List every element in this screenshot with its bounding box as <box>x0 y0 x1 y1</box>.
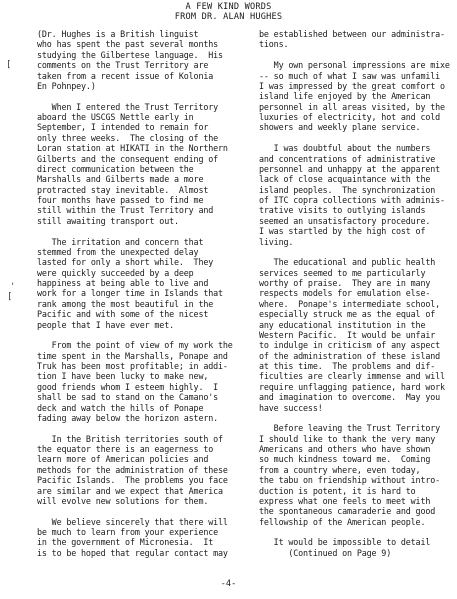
text-line: Americans and others who have shown <box>259 444 431 455</box>
text-line: good friends whom I esteem highly. I <box>37 381 219 392</box>
text-line: be established between our administra- <box>259 29 445 39</box>
text-line: September, I intended to remain for <box>37 122 209 133</box>
text-line: showers and weekly plane service. <box>259 122 421 133</box>
text-line: people that I have ever met. <box>37 319 174 330</box>
text-line: fellowship of the American people. <box>259 516 426 527</box>
text-line: direct communication between the <box>37 163 194 174</box>
text-line: In the British territories south of <box>37 433 223 444</box>
left-text-column <box>37 29 252 569</box>
text-line: -- so much of what I saw was unfamili <box>259 70 441 81</box>
text-line: the equator there is an eagerness to <box>37 444 214 455</box>
text-line: were quickly succeeded by a deep <box>37 267 194 278</box>
paragraph <box>37 517 252 559</box>
text-line: aboard the USCGS Nettle early in <box>37 112 194 123</box>
margin-mark: ' <box>10 282 16 292</box>
text-line: be much to learn from your experience <box>37 527 219 538</box>
text-line: island peoples. The synchronization <box>259 184 436 195</box>
text-line: only three weeks. The closing of the <box>37 132 219 143</box>
right-text-column <box>259 29 457 569</box>
paragraph <box>37 29 252 91</box>
margin-mark: [ <box>7 292 13 302</box>
text-line: to indulge in criticism of any aspect <box>259 340 441 351</box>
text-line: are similar and we expect that America <box>37 485 223 496</box>
paragraph <box>37 434 252 507</box>
text-line: tions. <box>259 39 289 50</box>
text-line: The irritation and concern that <box>37 236 204 247</box>
margin-mark: [ <box>6 60 12 70</box>
text-line: still within the Trust Territory and <box>37 205 214 216</box>
text-line: respects models for emulation else- <box>259 288 431 299</box>
text-line: stemmed from the unexpected delay <box>37 246 199 257</box>
text-line: We believe sincerely that there will <box>37 516 228 527</box>
text-line: methods for the administration of these <box>37 464 228 475</box>
paragraph <box>37 340 252 423</box>
text-line: express what one feels to meet with <box>259 495 431 506</box>
text-line: living. <box>259 236 294 247</box>
text-line: fading away below the horizon astern. <box>37 412 219 423</box>
text-line: any educational institution in the <box>259 319 426 330</box>
paragraph <box>37 102 252 227</box>
text-line: who has spent the past several months <box>37 39 219 50</box>
text-line: Pacific and with some of the nicest <box>37 309 209 320</box>
text-line: services seemed to me particularly <box>259 267 426 278</box>
text-line: personnel in all areas visited, by the <box>259 101 445 112</box>
text-line: taken from a recent issue of Kolonia <box>37 70 214 81</box>
paragraph <box>259 423 457 527</box>
text-line: worthy of praise. They are in many <box>259 278 431 289</box>
paragraph <box>259 29 457 50</box>
text-line: My own personal impressions are mixe <box>259 60 450 71</box>
text-line: of ITC copra collections with adminis- <box>259 195 445 206</box>
text-line: time spent in the Marshalls, Ponape and <box>37 350 228 361</box>
paragraph <box>259 537 457 558</box>
text-line: four months have passed to find me <box>37 195 204 206</box>
text-line: the tabu on friendship without intro- <box>259 475 441 486</box>
text-line: I was doubtful about the numbers <box>259 143 431 154</box>
text-line: island life enjoyed by the American <box>259 91 431 102</box>
text-line: lasted for only a short while. They <box>37 257 214 268</box>
text-line: lack of close acquaintance with the <box>259 174 431 185</box>
text-line: Western Pacific. It would be unfair <box>259 329 436 340</box>
paragraph <box>259 60 457 133</box>
text-line: Marshalls and Gilberts made a more <box>37 174 204 185</box>
text-line: ficulties are clearly immense and will <box>259 371 445 382</box>
text-line: shall be sad to stand on the Camano's <box>37 392 219 403</box>
text-line: where. Ponape's intermediate school, <box>259 298 441 309</box>
text-line: It would be impossible to detail <box>259 537 431 548</box>
text-line: from a country where, even today, <box>259 464 421 475</box>
text-line: I was impressed by the great comfort o <box>259 80 445 91</box>
text-line: (Dr. Hughes is a British linguist <box>37 29 199 39</box>
text-line: personnel and unhappy at the apparent <box>259 163 441 174</box>
text-line: happiness at being able to live and <box>37 278 209 289</box>
paragraph <box>259 257 457 413</box>
text-line: and imagination to overcome. May you <box>259 392 441 403</box>
text-line: will evolve new solutions for them. <box>37 495 209 506</box>
text-line: I was startled by the high cost of <box>259 226 426 237</box>
text-line: From the point of view of my work the <box>37 340 233 351</box>
text-line: and concentrations of administrative <box>259 153 436 164</box>
text-line: in the government of Micronesia. It <box>37 537 214 548</box>
text-line: Gilberts and the consequent ending of <box>37 153 219 164</box>
text-line: trative visits to outlying islands <box>259 205 426 216</box>
text-line: Before leaving the Trust Territory <box>259 423 441 434</box>
paragraph <box>37 237 252 330</box>
paragraph <box>259 143 457 247</box>
text-line: of the administration of these island <box>259 350 441 361</box>
text-line: rank among the most beautiful in the <box>37 298 214 309</box>
text-line: studying the Gilbertese language. His <box>37 49 223 60</box>
text-line: comments on the Trust Territory are <box>37 60 209 71</box>
article-title: A FEW KIND WORDS <box>185 2 272 12</box>
text-line: have success! <box>259 402 323 413</box>
text-line: Truk has been most profitable; in addi- <box>37 361 228 372</box>
text-line: seemed an unsatisfactory procedure. <box>259 215 431 226</box>
text-line: especially struck me as the equal of <box>259 309 436 320</box>
text-line: duction is potent, it is hard to <box>259 485 416 496</box>
text-line: deck and watch the hills of Ponape <box>37 402 204 413</box>
text-line: I should like to thank the very many <box>259 433 436 444</box>
text-line: is to be hoped that regular contact may <box>37 547 228 558</box>
text-line: luxuries of electricity, hot and cold <box>259 112 441 123</box>
text-line: the spontaneous camaraderie and good <box>259 506 436 517</box>
article-byline: FROM DR. ALAN HUGHES <box>174 12 283 22</box>
text-line: En Pohnpey.) <box>37 80 96 91</box>
text-line: still awaiting transport out. <box>37 215 179 226</box>
text-line: at this time. The problems and dif- <box>259 361 436 372</box>
text-line: work for a longer time in Islands that <box>37 288 223 299</box>
text-line: tion I have been lucky to make new, <box>37 371 209 382</box>
text-line: Pacific Islands. The problems you face <box>37 475 228 486</box>
text-line: learn more of American policies and <box>37 454 209 465</box>
text-line: The educational and public health <box>259 257 436 268</box>
text-line: When I entered the Trust Territory <box>37 101 219 112</box>
text-line: require unflagging patience, hard work <box>259 381 445 392</box>
page-number: -4- <box>220 579 237 589</box>
text-line: so much kindness toward me. Coming <box>259 454 431 465</box>
text-line: Loran station at HIKATI in the Northern <box>37 143 228 154</box>
text-line: protracted stay inevitable. Almost <box>37 184 209 195</box>
text-line: (Continued on Page 9) <box>259 547 392 558</box>
